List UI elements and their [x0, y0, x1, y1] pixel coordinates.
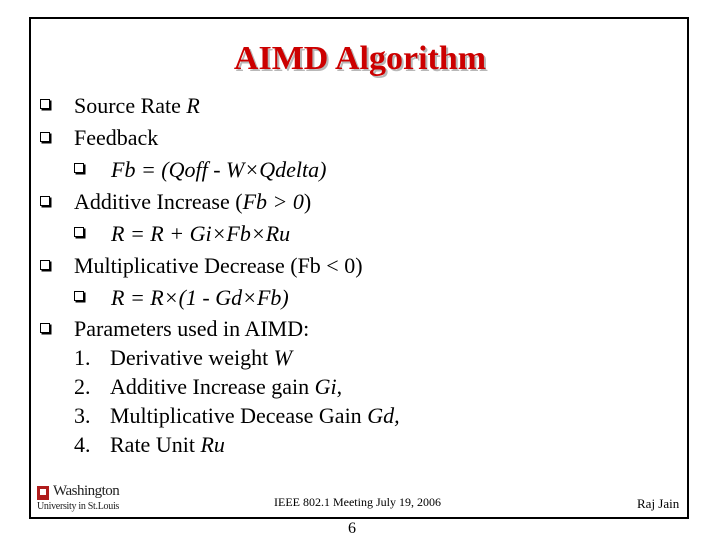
- slide-title: AIMD Algorithm: [233, 40, 487, 77]
- bullet-source-rate: Source Rate R: [74, 93, 200, 118]
- bullet-feedback: Feedback: [74, 125, 159, 150]
- multiplicative-decrease-formula: R = R×(1 - Gd×Fb): [111, 285, 289, 310]
- page-number: 6: [348, 520, 356, 537]
- footer-author: Raj Jain: [637, 496, 680, 511]
- sub-bullet-icon: [74, 291, 84, 301]
- bullet-icon: [40, 196, 50, 206]
- bullet-icon: [40, 132, 50, 142]
- sub-bullet-icon: [74, 227, 84, 237]
- footer-meeting: IEEE 802.1 Meeting July 19, 2006: [274, 495, 441, 509]
- bullet-parameters: Parameters used in AIMD:: [74, 316, 310, 341]
- param-item-4: 4. Rate Unit Ru: [74, 432, 225, 457]
- logo-text-top: Washington: [53, 483, 120, 499]
- university-shield-icon: [37, 486, 49, 500]
- feedback-formula: Fb = (Qoff - W×Qdelta): [111, 157, 327, 182]
- bullet-icon: [40, 99, 50, 109]
- university-logo: [37, 483, 133, 514]
- bullet-multiplicative-decrease: Multiplicative Decrease (Fb < 0): [74, 253, 363, 278]
- sub-bullet-icon: [74, 163, 84, 173]
- additive-increase-formula: R = R + Gi×Fb×Ru: [111, 221, 291, 246]
- bullet-icon: [40, 260, 50, 270]
- bullet-additive-increase: Additive Increase (Fb > 0): [74, 189, 312, 214]
- param-item-1: 1. Derivative weight W: [74, 345, 293, 370]
- bullet-icon: [40, 323, 50, 333]
- param-item-3: 3. Multiplicative Decease Gain Gd,: [74, 403, 400, 428]
- param-item-2: 2. Additive Increase gain Gi,: [74, 374, 343, 399]
- logo-text-bottom: University in St.Louis: [37, 501, 120, 512]
